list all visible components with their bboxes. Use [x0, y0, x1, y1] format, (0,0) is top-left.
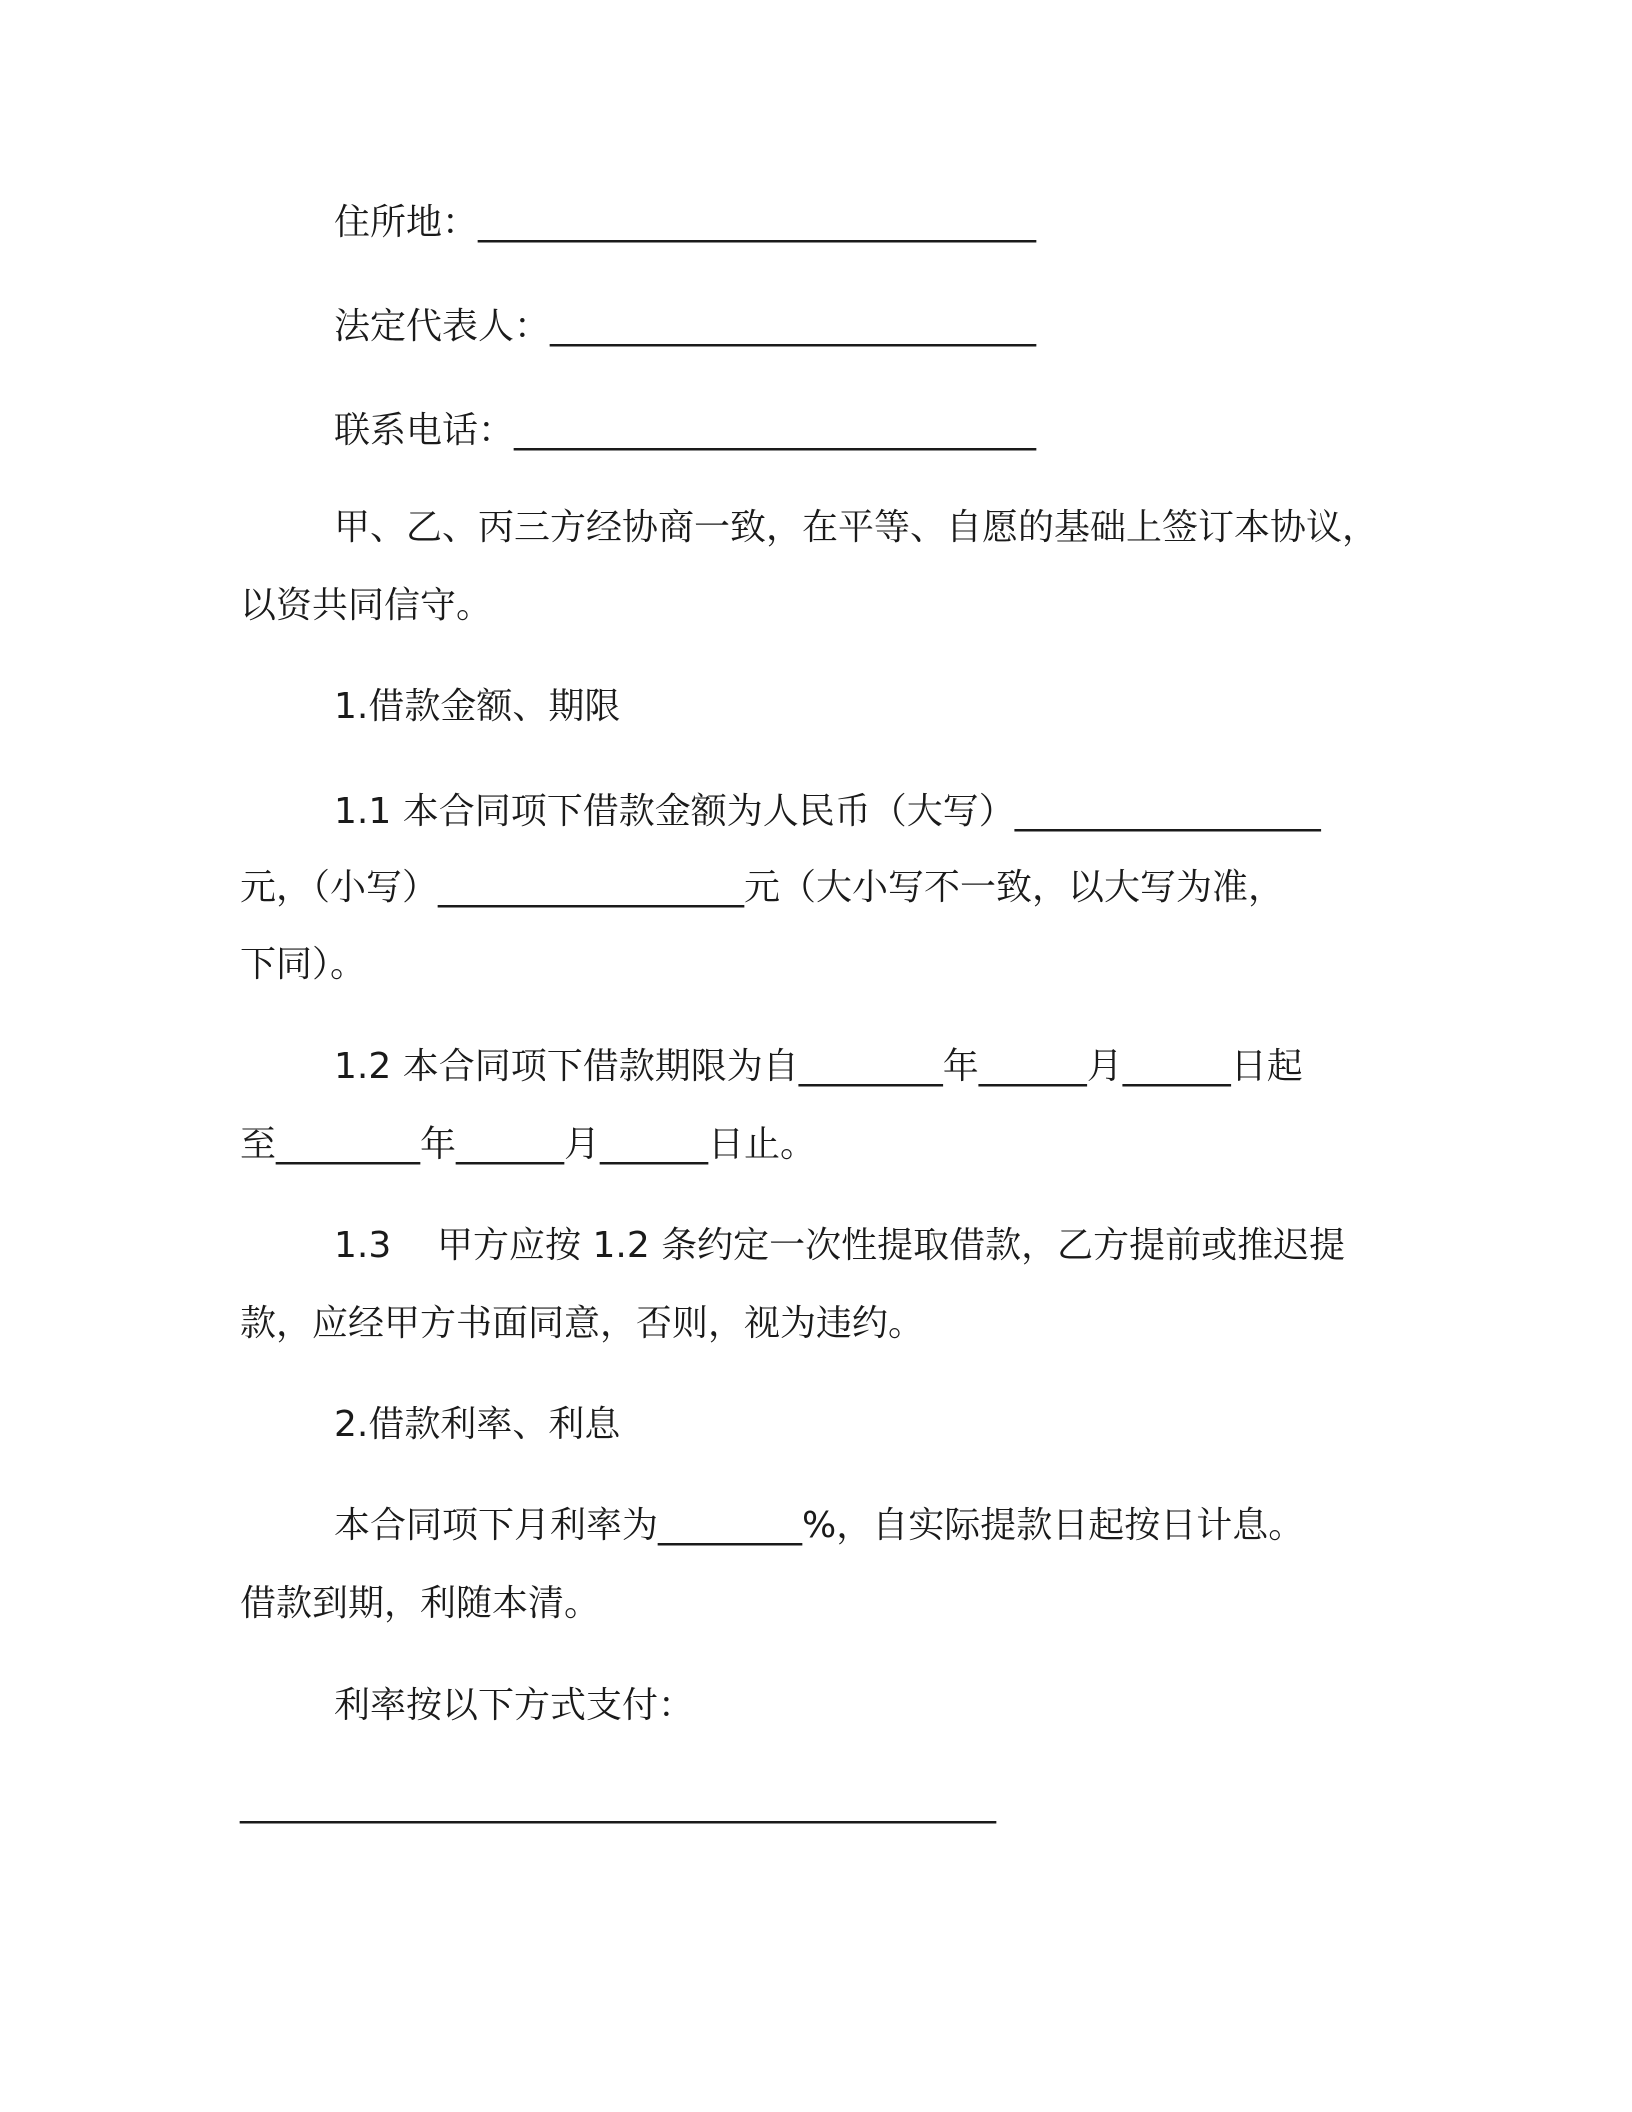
phone-field: 联系电话：_____________________________: [334, 410, 1037, 451]
address-field: 住所地：_______________________________: [334, 202, 1037, 243]
clause-1-1-line-3: 下同）。: [240, 944, 367, 985]
payment-method-blank: __________________________________________: [240, 1783, 996, 1824]
interest-clause-line-2: 借款到期，利随本清。: [240, 1583, 601, 1624]
clause-1-3-line-1: 1.3 甲方应按 1.2 条约定一次性提取借款，乙方提前或推迟提: [334, 1225, 1346, 1266]
clause-1-2-line-2: 至________年______月______日止。: [240, 1124, 817, 1165]
interest-clause-line-1: 本合同项下月利率为________%，自实际提款日起按日计息。: [334, 1505, 1305, 1546]
section-2-heading: 2.借款利率、利息: [334, 1404, 621, 1445]
legal-representative-field: 法定代表人：___________________________: [334, 306, 1037, 347]
clause-1-1-line-1: 1.1 本合同项下借款金额为人民币（大写）_________________: [334, 791, 1321, 832]
agreement-intro-line-1: 甲、乙、丙三方经协商一致，在平等、自愿的基础上签订本协议，: [334, 507, 1379, 548]
clause-1-3-line-2: 款，应经甲方书面同意，否则，视为违约。: [240, 1303, 925, 1344]
payment-method-label: 利率按以下方式支付：: [334, 1685, 695, 1726]
clause-1-2-line-1: 1.2 本合同项下借款期限为自________年______月______日起: [334, 1046, 1303, 1087]
clause-1-1-line-2: 元，（小写）_________________元（大小写不一致，以大写为准，: [240, 867, 1285, 908]
agreement-intro-line-2: 以资共同信守。: [240, 585, 493, 626]
section-1-heading: 1.借款金额、期限: [334, 686, 621, 727]
